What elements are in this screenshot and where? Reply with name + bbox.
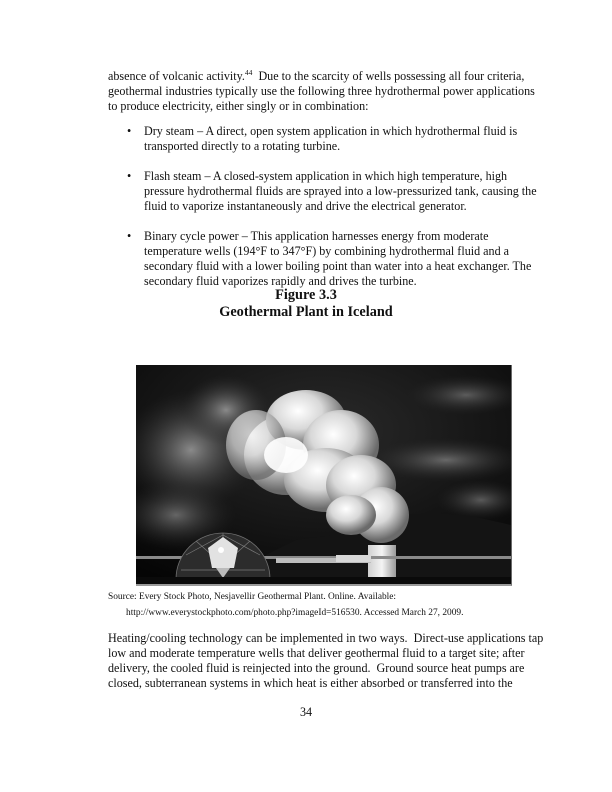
bullet-item-dry-steam	[108, 124, 538, 154]
bullet-icon: •	[127, 229, 132, 243]
figure-source-citation	[108, 589, 463, 621]
bullet-list	[108, 124, 538, 289]
text-fragment: absence of volcanic activity.	[108, 69, 245, 83]
geothermal-plant-illustration	[136, 365, 511, 584]
text-line: transported directly to a rotating turbine.	[144, 139, 341, 153]
figure-number: Figure 3.3	[275, 287, 337, 303]
text-line: temperature wells (194°F to 347°F) by combining hydrothermal fluid and a	[144, 244, 510, 258]
footnote-reference[interactable]: 44	[244, 68, 253, 77]
text-line: secondary fluid vaporizes rapidly and drives the turbine.	[144, 274, 417, 288]
bullet-icon: •	[127, 169, 132, 183]
bullet-icon: •	[127, 124, 132, 138]
figure-photo	[136, 365, 512, 586]
figure-title: Geothermal Plant in Iceland	[219, 304, 393, 320]
text-line: Binary cycle power – This application harnesses energy from moderate	[144, 229, 489, 243]
text-line: geothermal industries typically use the following three hydrothermal power applications	[108, 84, 535, 98]
source-line: Source: Every Stock Photo, Nesjavellir Geothermal Plant. Online. Available:	[108, 592, 397, 602]
text-line	[108, 69, 538, 84]
bullet-item-flash-steam	[108, 169, 538, 214]
text-line: Flash steam – A closed-system application in which high temperature, high	[144, 169, 508, 183]
page-number: 34	[299, 705, 313, 719]
text-line: Heating/cooling technology can be implemented in two ways. Direct-use applications tap	[108, 631, 544, 645]
text-line: delivery, the cooled fluid is reinjected into the ground. Ground source heat pumps are	[108, 661, 525, 675]
text-line: secondary fluid with a lower boiling point than water into a heat exchanger. The	[144, 259, 532, 273]
closing-paragraph	[108, 631, 544, 691]
text-line: closed, subterranean systems in which heat is either absorbed or transferred into the	[108, 676, 513, 690]
text-line: Dry steam – A direct, open system application in which hydrothermal fluid is	[144, 124, 518, 138]
text-line: low and moderate temperature wells that deliver geothermal fluid to a target site; after	[108, 646, 525, 660]
text-line: fluid to vaporize instantaneously and drive the electrical generator.	[144, 199, 467, 213]
source-url[interactable]: http://www.everystockphoto.com/photo.php?imageId=516530. Accessed March 27, 2009.	[126, 608, 464, 618]
text-line: to produce electricity, either singly or in combination:	[108, 99, 369, 113]
intro-paragraph	[108, 69, 538, 114]
text-fragment: Due to the scarcity of wells possessing all four criteria,	[252, 69, 525, 83]
bullet-item-binary-cycle	[108, 229, 538, 289]
text-line: pressure hydrothermal fluids are sprayed into a low-pressurized tank, causing the	[144, 184, 537, 198]
